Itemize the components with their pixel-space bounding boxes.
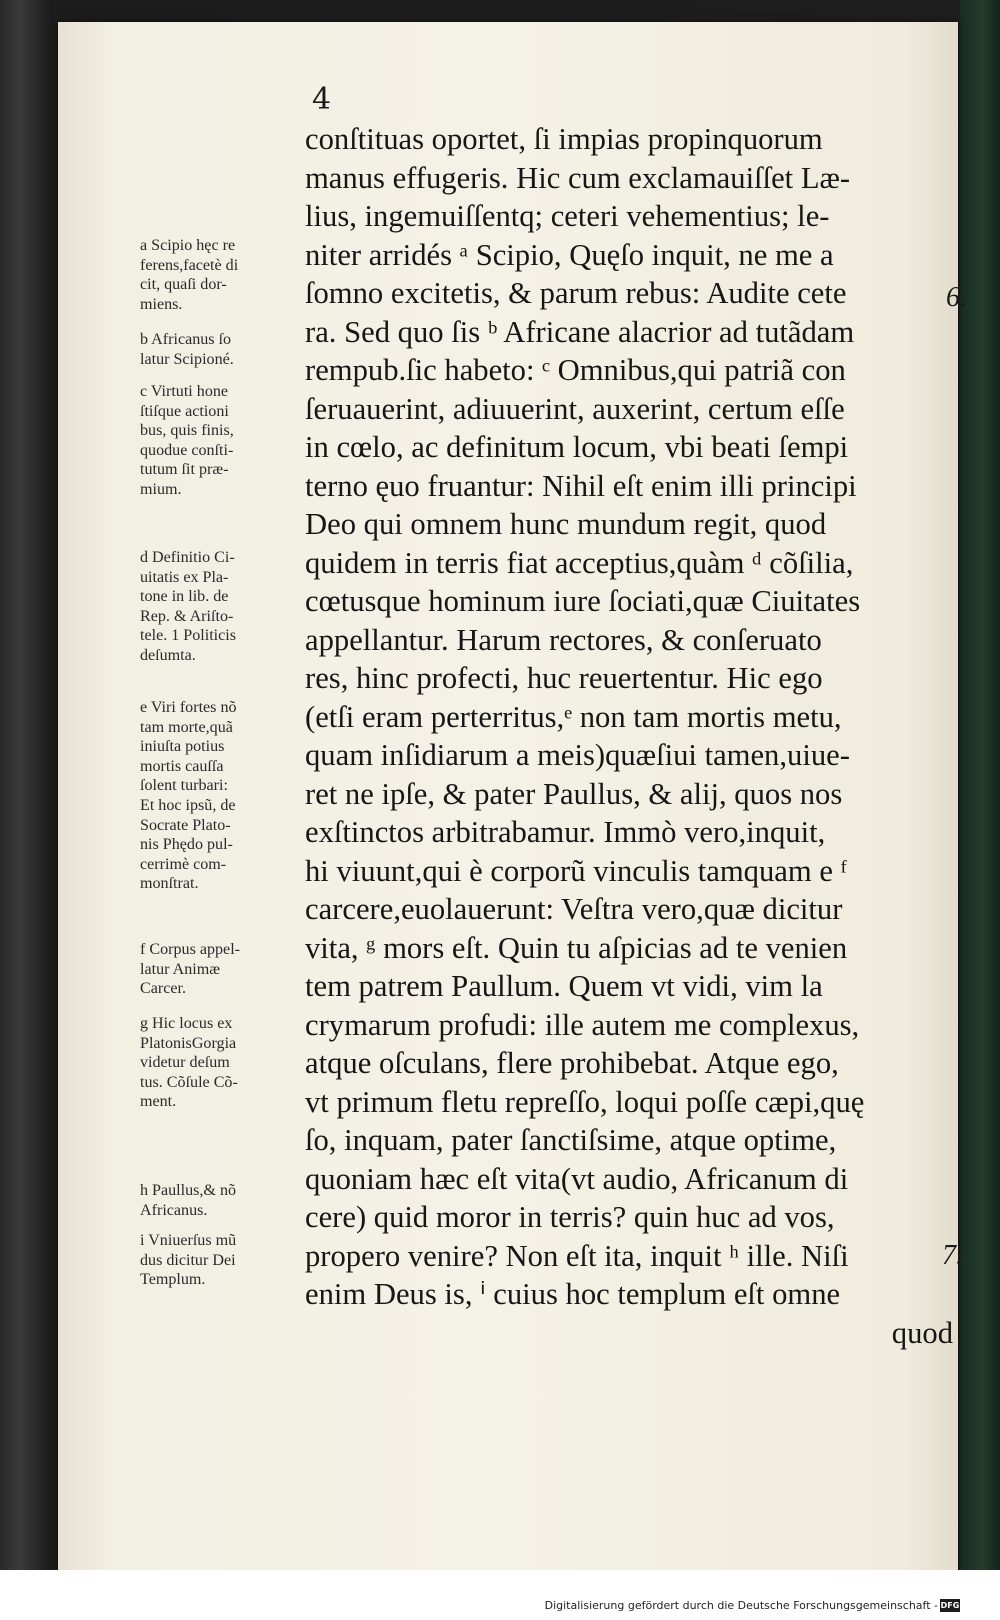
- text-line: ſomno excitetis, & parum rebus: Audite cete: [305, 276, 847, 310]
- marginal-note-line: mium.: [140, 480, 182, 498]
- marginal-note-line: cerrimè com-: [140, 855, 227, 873]
- marginal-note: [140, 548, 302, 666]
- outer-margin-number: 6.: [946, 282, 967, 313]
- marginal-note-line: dus dicitur Dei: [140, 1251, 236, 1269]
- page-number: 4: [312, 82, 332, 117]
- marginal-note-line: b Africanus ſo: [140, 331, 232, 348]
- outer-margin-number: 7.: [942, 1240, 963, 1271]
- marginal-note-line: quodue conſti-: [140, 441, 234, 459]
- dfg-logo: DFG: [940, 1601, 960, 1610]
- text-line: in cœlo, ac definitum locum, vbi beati ſempi: [305, 430, 849, 464]
- text-line: tem patrem Paullum. Quem vt vidi, vim la: [305, 969, 823, 1003]
- text-line: ra. Sed quo ſis ᵇ Africane alacrior ad tutãdam: [305, 314, 855, 349]
- marginal-note-line: Socrate Plato-: [140, 816, 231, 834]
- text-line: Deo qui omnem hunc mundum regit, quod: [305, 507, 827, 541]
- footer-bar: [0, 1570, 1000, 1620]
- marginal-note: [140, 382, 302, 500]
- marginal-note-line: f Corpus appel-: [140, 941, 241, 958]
- marginal-note-line: monſtrat.: [140, 875, 199, 893]
- marginal-note: [140, 1231, 302, 1290]
- marginal-note: [140, 330, 302, 369]
- marginal-note-line: Templum.: [140, 1271, 206, 1289]
- marginal-note-line: deſumta.: [140, 646, 196, 664]
- text-line: res, hinc profecti, huc reuertentur. Hic ego: [305, 661, 823, 695]
- marginal-note: [140, 1014, 302, 1112]
- marginal-note-line: miens.: [140, 295, 183, 313]
- marginal-note-line: mortis cauſſa: [140, 757, 224, 775]
- text-line: vita, ᵍ mors eſt. Quin tu aſpicias ad te venien: [305, 930, 848, 965]
- text-line: quam inſidiarum a meis)quæſiui tamen,uiue-: [305, 738, 850, 772]
- marginal-note-line: d Definitio Ci-: [140, 549, 235, 566]
- marginal-note-line: ferens,facetè di: [140, 256, 239, 274]
- text-line: quidem in terris fiat acceptius,quàm ᵈ cõſilia,: [305, 545, 854, 580]
- book-binding: [960, 0, 1000, 1570]
- text-line: conſtituas oportet, ſi impias propinquorum: [305, 122, 823, 156]
- marginal-note-line: videtur deſum: [140, 1054, 230, 1072]
- marginal-note-line: ſolent turbari:: [140, 777, 228, 795]
- text-line: ſeruauerint, adiuuerint, auxerint, certum eſſe: [305, 391, 845, 426]
- text-line: (etſi eram perterritus,ᵉ non tam mortis metu,: [305, 699, 842, 734]
- marginal-note: [140, 698, 302, 894]
- marginal-note-line: c Virtuti hone: [140, 383, 229, 400]
- marginal-note-line: Carcer.: [140, 980, 186, 998]
- marginal-note-line: a Scipio hęc re: [140, 237, 236, 254]
- text-line: niter arridés ᵃ Scipio, Quęſo inquit, ne me a: [305, 237, 834, 272]
- text-line: lius, ingemuiſſentq; ceteri vehementius; le-: [305, 199, 830, 233]
- text-line: cœtusque hominum iure ſociati,quæ Ciuitates: [305, 584, 861, 618]
- text-line: atque oſculans, flere prohibebat. Atque ego,: [305, 1046, 839, 1080]
- main-text-block: [305, 120, 965, 1352]
- text-line: manus effugeris. Hic cum exclamauiſſet Læ-: [305, 160, 851, 195]
- marginal-note-line: uitatis ex Pla-: [140, 568, 229, 586]
- text-line: quoniam hæc eſt vita(vt audio, Africanum di: [305, 1161, 849, 1196]
- marginal-note-line: nis Phędo pul-: [140, 836, 233, 854]
- marginal-note-line: ſtiſque actioni: [140, 402, 229, 420]
- marginal-note-line: ment.: [140, 1093, 177, 1111]
- text-line: terno ęuo fruantur: Nihil eſt enim illi principi: [305, 468, 857, 503]
- marginal-note: [140, 236, 302, 314]
- marginal-note-line: bus, quis finis,: [140, 422, 234, 440]
- marginal-note-line: latur Scipioné.: [140, 350, 234, 368]
- text-line: appellantur. Harum rectores, & conſeruato: [305, 622, 822, 657]
- text-line: ſo, inquam, pater ſanctiſsime, atque optime,: [305, 1123, 837, 1157]
- marginal-note-line: PlatonisGorgia: [140, 1034, 237, 1052]
- marginal-note: [140, 940, 302, 999]
- marginal-note-line: iniuſta potius: [140, 738, 225, 756]
- marginal-note-line: tele. 1 Politicis: [140, 627, 237, 645]
- marginal-note-line: tam morte,quã: [140, 718, 233, 736]
- marginal-note-line: tone in lib. de: [140, 588, 229, 606]
- text-line: hi viuunt,qui è corporũ vinculis tamquam e ᶠ: [305, 853, 847, 888]
- marginal-note-line: g Hic locus ex: [140, 1015, 233, 1032]
- marginal-note-line: latur Animæ: [140, 960, 220, 978]
- footer-credit: Digitalisierung gefördert durch die Deutsche Forschungsgemeinschaft -: [544, 1599, 938, 1612]
- text-line: crymarum profudi: ille autem me complexus,: [305, 1007, 860, 1042]
- text-line: carcere,euolauerunt: Veſtra vero,quæ dicitur: [305, 892, 843, 926]
- text-line: vt primum fletu repreſſo, loqui poſſe cæpi,quę: [305, 1084, 865, 1119]
- text-line: quod: [891, 1315, 953, 1350]
- marginal-note-line: e Viri fortes nõ: [140, 699, 237, 716]
- marginal-note-line: cit, quaſi dor-: [140, 276, 227, 294]
- text-line: rempub.ſic habeto: ᶜ Omnibus,qui patriã con: [305, 353, 846, 387]
- marginal-note-line: Rep. & Ariſto-: [140, 607, 234, 625]
- text-line: cere) quid moror in terris? quin huc ad vos,: [305, 1200, 835, 1234]
- text-line: enim Deus is, ⁱ cuius hoc templum eſt omne: [305, 1277, 841, 1311]
- text-line: propero venire? Non eſt ita, inquit ʰ ille. Niſi: [305, 1238, 849, 1273]
- marginal-note-line: i Vniuerſus mũ: [140, 1232, 237, 1249]
- marginal-note-line: Africanus.: [140, 1201, 208, 1219]
- text-line: exſtinctos arbitrabamur. Immò vero,inquit,: [305, 815, 826, 849]
- marginal-note-line: tutum ſit præ-: [140, 461, 229, 479]
- marginal-note-line: Et hoc ipsũ, de: [140, 796, 236, 814]
- marginal-note: [140, 1181, 302, 1220]
- marginal-note-line: h Paullus,& nõ: [140, 1182, 237, 1199]
- text-line: ret ne ipſe, & pater Paullus, & alij, quos nos: [305, 776, 843, 811]
- marginal-note-line: tus. Cõſule Cõ-: [140, 1073, 238, 1091]
